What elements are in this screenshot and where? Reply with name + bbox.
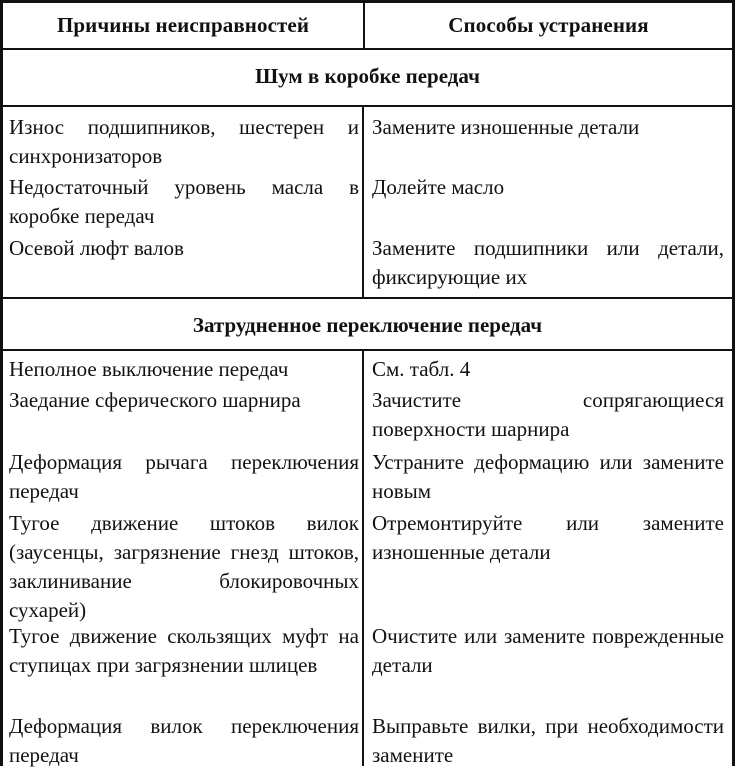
section-rule: [0, 349, 735, 351]
remedy-cell: Устраните деформацию или замените новым: [372, 450, 724, 503]
column-divider: [362, 351, 364, 766]
cause-cell: Неполное выключение передач: [9, 357, 289, 381]
column-divider: [362, 107, 364, 297]
remedy-cell: Замените изношенные детали: [372, 115, 640, 139]
remedy-cell: См. табл. 4: [372, 357, 471, 381]
cause-cell: Заедание сферического шарнира: [9, 388, 301, 412]
section-rule: [0, 105, 735, 107]
cause-cell: Деформация рычага переключения передач: [9, 450, 359, 503]
cause-cell: Недостаточный уровень масла в коробке передач: [9, 175, 359, 228]
remedy-cell: Замените подшипники или детали, фиксирующие их: [372, 236, 724, 289]
remedy-cell: Зачистите сопрягающиеся поверхности шарнира: [372, 388, 724, 441]
remedy-cell: Очистите или замените поврежденные детали: [372, 624, 724, 677]
section-title-noise: Шум в коробке передач: [255, 64, 480, 88]
remedy-cell: Выправьте вилки, при необходимости замените: [372, 714, 724, 767]
remedy-cell: Долейте масло: [372, 175, 505, 199]
header-causes: Причины неисправностей: [3, 3, 365, 48]
table-header: [0, 0, 735, 50]
table-left-border: [0, 0, 3, 766]
cause-cell: Износ подшипников, шестерен и синхронизаторов: [9, 115, 359, 168]
section-rule: [0, 297, 735, 299]
cause-cell: Деформация вилок переключения передач: [9, 714, 359, 767]
cause-cell: Тугое движение скользящих муфт на ступицах при загрязнении шлицев: [9, 624, 359, 677]
cause-cell: Осевой люфт валов: [9, 236, 184, 260]
section-title-shifting: Затрудненное переключение передач: [192, 313, 543, 337]
header-remedies: Способы устранения: [448, 13, 649, 37]
remedy-cell: Отремонтируйте или замените изношенные детали: [372, 511, 724, 564]
cause-cell: Тугое движение штоков вилок (заусенцы, загрязнение гнезд штоков, заклинивание блокировочных сухарей): [9, 511, 359, 622]
